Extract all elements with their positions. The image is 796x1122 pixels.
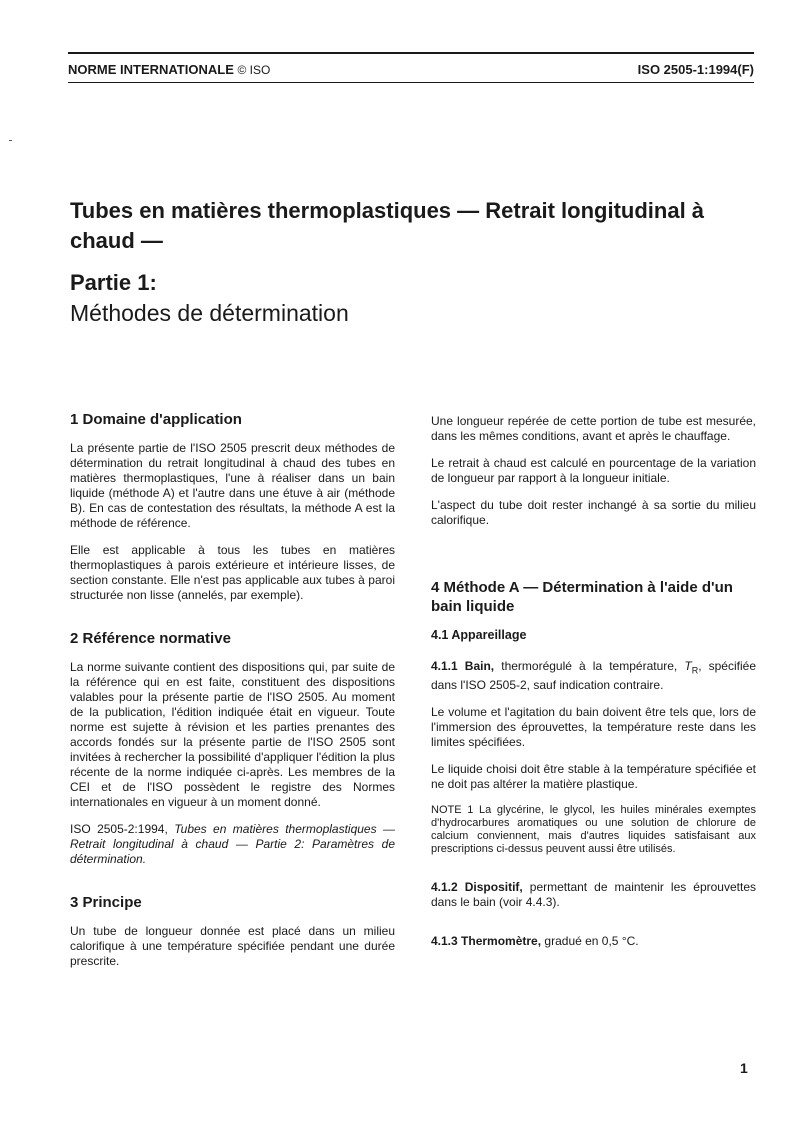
header-bottom-rule (68, 82, 754, 83)
principle-paragraph-3: Le retrait à chaud est calculé en pourcentage de la variation de longueur par rapport à la longueur initiale. (431, 456, 756, 485)
section-1-heading: 1 Domaine d'application (70, 411, 242, 428)
principle-paragraph-4: L'aspect du tube doit rester inchangé à sa sortie du milieu calorifique. (431, 498, 756, 527)
left-column (70, 410, 395, 981)
header-top-rule (68, 52, 754, 54)
section-4-heading: 4 Méthode A — Détermination à l'aide d'un bain liquide (431, 579, 733, 615)
item-4-1-3-number: 4.1.3 (431, 934, 458, 949)
item-4-1-1 (431, 659, 756, 693)
item-4-1-2-term: Dispositif, (464, 880, 523, 895)
bath-liquid-paragraph: Le liquide choisi doit être stable à la température spécifiée et ne doit pas altérer la matière plastique. (431, 762, 756, 792)
item-4-1-1-symbol: T (684, 659, 692, 673)
subsection-4-1-heading: 4.1 Appareillage (431, 628, 527, 642)
section-1-paragraph-1: La présente partie de l'ISO 2505 prescrit deux méthodes de détermination du retrait longitudinal à chaud des tubes en matières thermoplastiques, l'une à réaliser dans un bain liquide (méthode A) et l'autre dans une étuve à air (méthode B). En cas de contestation des résultats, la méthode A est la méthode de référence. (70, 441, 395, 530)
reference-code: ISO 2505-2:1994, (70, 822, 168, 836)
item-4-1-2-number: 4.1.2 (431, 880, 458, 895)
item-4-1-2-text: permettant de maintenir les éprouvettes dans le bain (voir 4.4.3). (431, 880, 756, 910)
page-number: 1 (740, 1060, 748, 1076)
note-1: NOTE 1 La glycérine, le glycol, les huiles minérales exemptes d'hydrocarbures aromatiques ou une solution de chlorure de calcium conviennent, mais d'autres liquides satisfaisant aux prescriptions ci-dessus peuvent aussi être utilisés. (431, 804, 756, 856)
scan-mark (9, 140, 12, 141)
section-2-reference (70, 822, 395, 867)
item-4-1-2 (431, 880, 756, 910)
header-reference: ISO 2505-1:1994(F) (637, 61, 754, 77)
principle-paragraph-2: Une longueur repérée de cette portion de tube est mesurée, dans les mêmes conditions, avant et après le chauffage. (431, 414, 756, 443)
item-4-1-1-text-a: thermorégulé à la température, (501, 659, 678, 673)
item-4-1-1-number: 4.1.1 (431, 659, 458, 673)
section-1-paragraph-2: Elle est applicable à tous les tubes en matières thermoplastiques à parois extérieure et intérieure lisses, de section constante. Elle n'est pas applicable aux tubes à paroi structurée non lisse (annelés, par exemple). (70, 543, 395, 602)
document-title: Tubes en matières thermoplastiques — Retrait longitudinal à chaud — (70, 198, 705, 253)
item-4-1-1-term: Bain, (464, 659, 495, 673)
item-4-1-3-term: Thermomètre, (461, 934, 542, 949)
item-4-1-1-text-b: , spécifiée dans l'ISO 2505-2, sauf indication contraire. (431, 659, 756, 693)
section-3-heading: 3 Principe (70, 894, 142, 911)
item-4-1-1-subscript: R (691, 665, 699, 676)
header-left (68, 62, 270, 77)
part-label: Partie 1: (70, 270, 157, 295)
item-4-1-3 (431, 934, 756, 949)
right-column (431, 414, 756, 961)
section-2-paragraph-1: La norme suivante contient des dispositions qui, par suite de la référence qui en est faite, constituent des dispositions valables pour la présente partie de l'ISO 2505. Au moment de la publication, l'édition indiquée était en vigueur. Toute norme est sujette à révision et les parties prenantes des accords fondés sur la présente partie de l'ISO 2505 sont invitées à rechercher la possibilité d'appliquer l'édition la plus récente de la norme indiquée ci-après. Les membres de la CEI et de l'ISO possèdent le registre des Normes internationales en vigueur à un moment donné. (70, 660, 395, 809)
item-4-1-3-text: gradué en 0,5 °C. (544, 934, 639, 949)
bath-volume-paragraph: Le volume et l'agitation du bain doivent être tels que, lors de l'immersion des éprouvettes, la température reste dans les limites spécifiées. (431, 705, 756, 750)
section-3-paragraph-1: Un tube de longueur donnée est placé dans un milieu calorifique à une température spécifiée pendant une durée prescrite. (70, 924, 395, 968)
section-2-heading: 2 Référence normative (70, 630, 231, 647)
page-header (68, 58, 754, 80)
reference-title: Tubes en matières thermoplastiques — Retrait longitudinal à chaud — Partie 2: Paramètres de détermination. (70, 822, 395, 866)
header-iso-mark: © ISO (237, 62, 271, 77)
document-subtitle: Méthodes de détermination (70, 300, 349, 326)
header-standard-type: NORME INTERNATIONALE (68, 61, 234, 77)
